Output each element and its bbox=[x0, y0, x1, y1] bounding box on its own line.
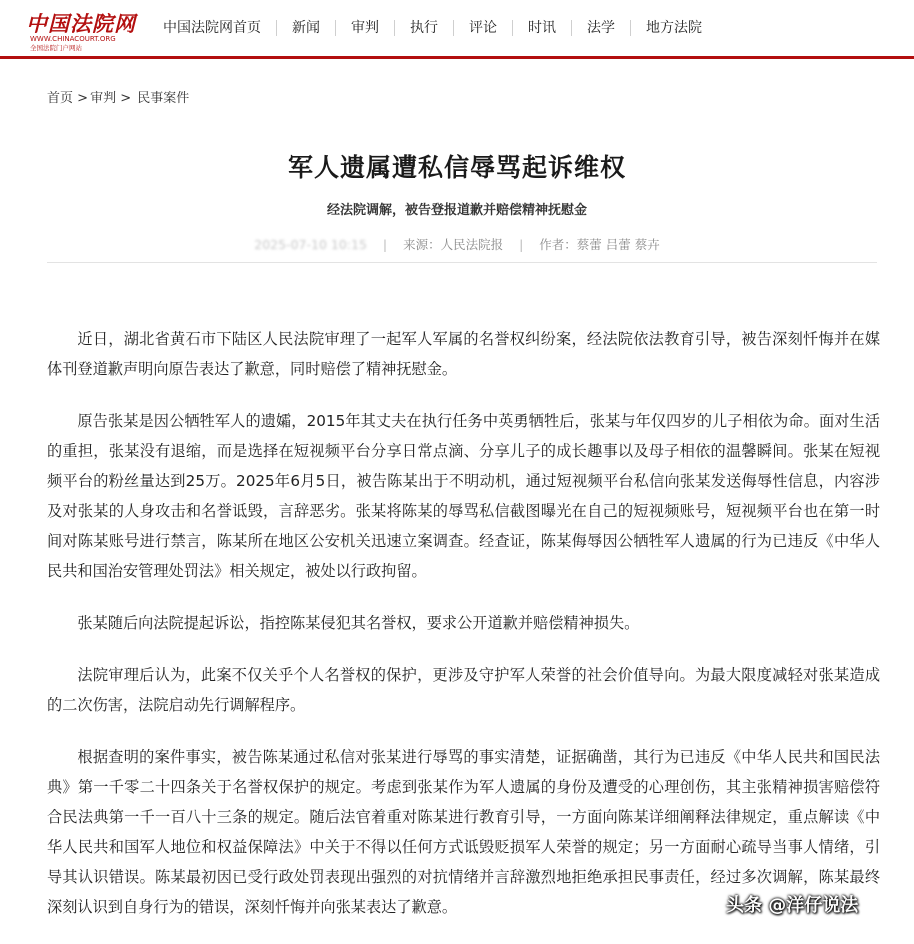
breadcrumb-separator: > bbox=[120, 91, 132, 106]
toutiao-watermark: 头条 @洋仔说法 bbox=[726, 895, 859, 916]
nav-trial[interactable]: 审判 bbox=[335, 20, 394, 36]
meta-separator: | bbox=[519, 237, 524, 252]
article-paragraph: 根据查明的案件事实，被告陈某通过私信对张某进行辱骂的事实清楚，证据确凿，其行为已违反《中华人民共和国民法典》第一千零二十四条关于名誉权保护的规定。考虑到张某作为军人遗属的身份及遭受的心理创伤，其主张精神损害赔偿符合民法典第一千一百八十三条的规定。随后法官着重对陈某进行教育引导，一方面向陈某详细阐释法律规定，重点解读《中华人民共和国军人地位和权益保障法》中关于不得以任何方式诋毁贬损军人荣誉的规定；另一方面耐心疏导当事人情绪，引导其认识错误。陈某最初因已受行政处罚表现出强烈的对抗情绪并言辞激烈地拒绝承担民事责任，经过多次调解，陈某最终深刻认识到自身行为的错误，深刻忏悔并向张某表达了歉意。 bbox=[47, 748, 880, 916]
article-meta bbox=[0, 235, 914, 253]
breadcrumb bbox=[47, 87, 189, 106]
nav-bulletin[interactable]: 时讯 bbox=[512, 20, 571, 36]
article-paragraph: 原告张某是因公牺牲军人的遗孀，2015年其丈夫在执行任务中英勇牺牲后，张某与年仅四岁的儿子相依为命。面对生活的重担，张某没有退缩，而是选择在短视频平台分享日常点滴、分享儿子的成长趣事以及母子相依的温馨瞬间。张某在短视频平台的粉丝量达到25万。2025年6月5日，被告陈某出于不明动机，通过短视频平台私信向张某发送侮辱性信息，内容涉及对张某的人身攻击和名誉诋毁，言辞恶劣。张某将陈某的辱骂私信截图曝光在自己的短视频账号，短视频平台也在第一时间对陈某账号进行禁言，陈某所在地区公安机关迅速立案调查。经查证，陈某侮辱因公牺牲军人遗属的行为已违反《中华人民共和国治安管理处罚法》相关规定，被处以行政拘留。 bbox=[47, 412, 880, 580]
header-divider bbox=[0, 56, 914, 59]
nav-execution[interactable]: 执行 bbox=[394, 20, 453, 36]
article-author: 作者：蔡蕾 吕蕾 蔡卉 bbox=[539, 237, 660, 252]
breadcrumb-home[interactable]: 首页 bbox=[47, 91, 74, 106]
article-paragraph: 张某随后向法院提起诉讼，指控陈某侵犯其名誉权，要求公开道歉并赔偿精神损失。 bbox=[77, 614, 640, 632]
nav-jurisprudence[interactable]: 法学 bbox=[571, 20, 630, 36]
nav-local-courts[interactable]: 地方法院 bbox=[630, 20, 717, 36]
main-nav bbox=[148, 0, 717, 56]
publish-date: 2025-07-10 10:15 bbox=[254, 237, 367, 252]
breadcrumb-trial[interactable]: 审判 bbox=[90, 91, 117, 106]
site-logo[interactable] bbox=[26, 8, 136, 52]
site-header bbox=[0, 0, 914, 56]
article-paragraph: 近日，湖北省黄石市下陆区人民法院审理了一起军人军属的名誉权纠纷案，经法院依法教育引导，被告深刻忏悔并在媒体刊登道歉声明向原告表达了歉意，同时赔偿了精神抚慰金。 bbox=[47, 330, 880, 378]
logo-name: 中国法院网 bbox=[26, 11, 136, 36]
article-subtitle: 经法院调解，被告登报道歉并赔偿精神抚慰金 bbox=[326, 203, 587, 218]
article-paragraph: 法院审理后认为，此案不仅关乎个人名誉权的保护，更涉及守护军人荣誉的社会价值导向。为最大限度减轻对张某造成的二次伤害，法院启动先行调解程序。 bbox=[47, 666, 880, 714]
meta-separator: | bbox=[382, 237, 388, 252]
logo-url: WWW.CHINACOURT.ORG bbox=[30, 35, 116, 43]
breadcrumb-separator: > bbox=[77, 91, 89, 106]
logo-tagline: 全国法院门户网站 bbox=[30, 44, 82, 52]
breadcrumb-civil-cases[interactable]: 民事案件 bbox=[137, 91, 190, 106]
meta-divider bbox=[47, 262, 877, 263]
nav-commentary[interactable]: 评论 bbox=[453, 20, 512, 36]
article-title: 军人遗属遭私信辱骂起诉维权 bbox=[287, 153, 626, 182]
nav-home[interactable]: 中国法院网首页 bbox=[163, 20, 261, 36]
article-body bbox=[47, 324, 880, 944]
nav-news[interactable]: 新闻 bbox=[276, 20, 335, 36]
article-source: 来源：人民法院报 bbox=[403, 237, 504, 252]
